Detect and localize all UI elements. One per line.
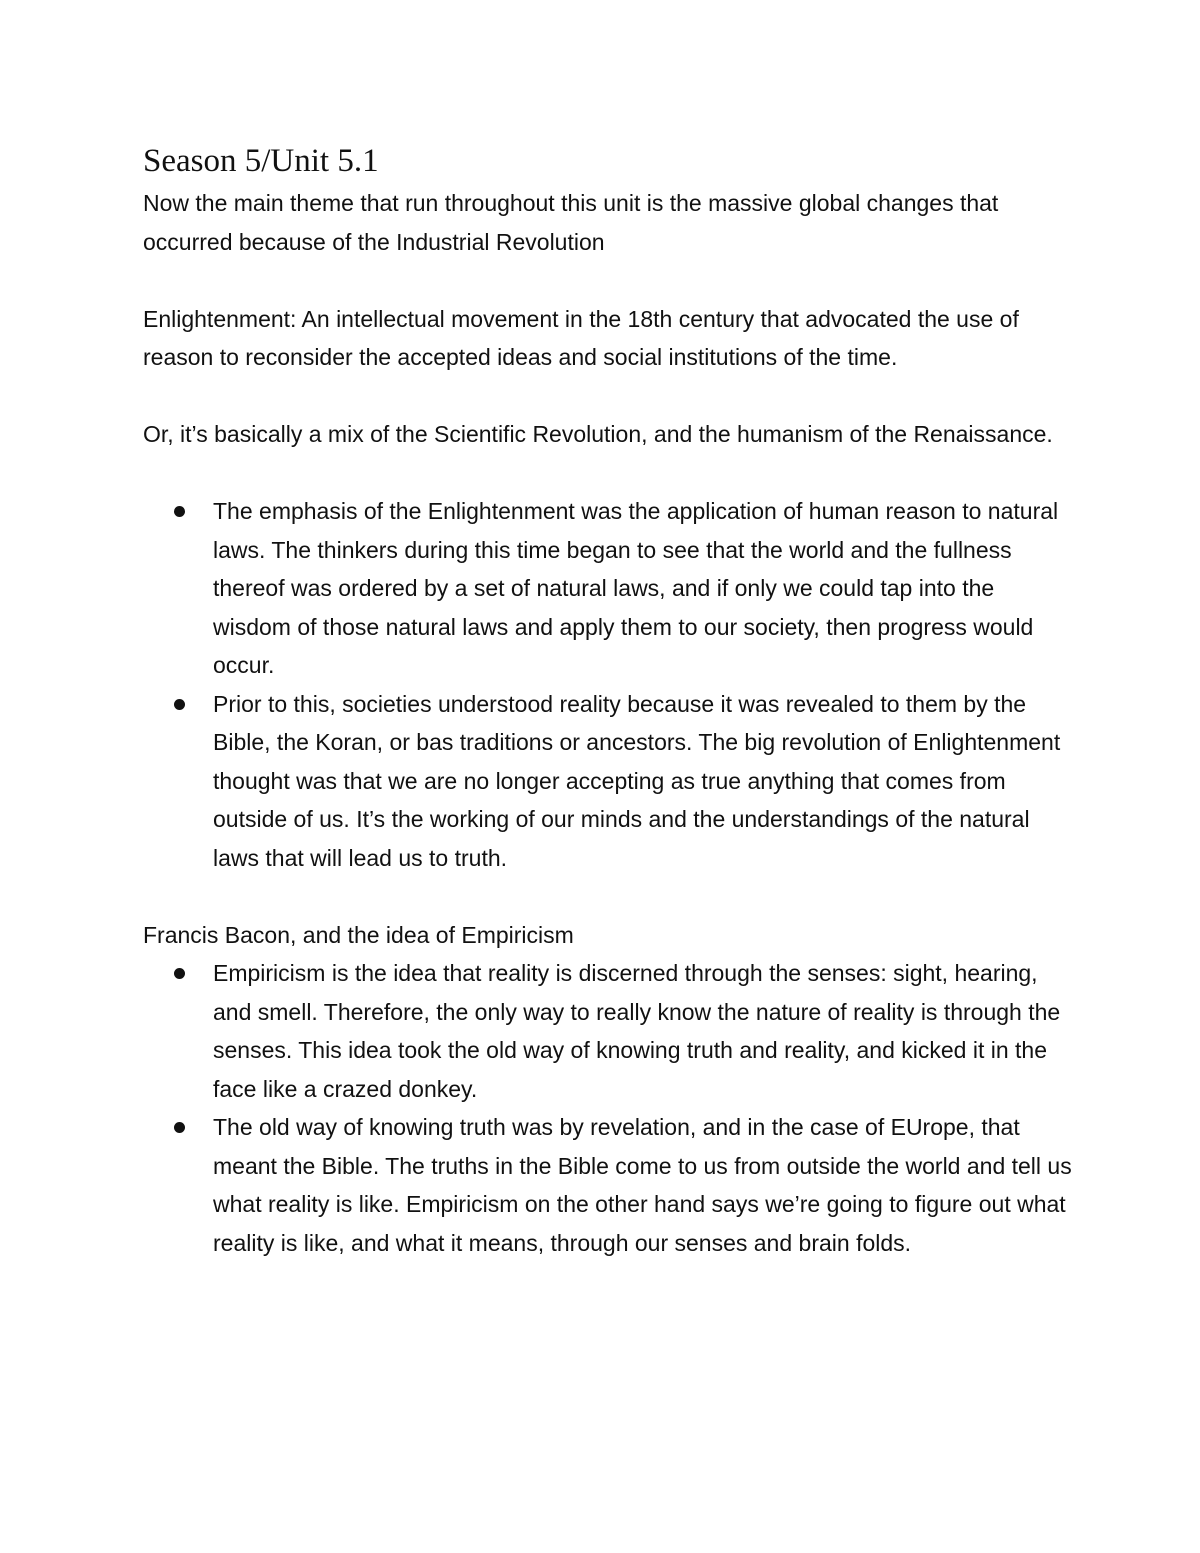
- paragraph-gap: [143, 261, 1073, 300]
- list-item-text: Prior to this, societies understood reality because it was revealed to them by the Bible, the Koran, or bas traditions or ancestors. The big revolution of Enlightenment thought was that we are no longer accepting as true anything that comes from outside of us. It’s the working of our minds and the understandings of the natural laws that will lead us to truth.: [213, 690, 1061, 871]
- bullet-icon: [174, 699, 185, 710]
- bullet-icon: [174, 968, 185, 979]
- enlightenment-summary: Or, it’s basically a mix of the Scientific Revolution, and the humanism of the Renaissance.: [143, 421, 1053, 447]
- paragraph-gap: [143, 877, 1073, 916]
- document-body: [143, 138, 1073, 1262]
- paragraph-gap: [143, 377, 1073, 416]
- list-item-text: Empiricism is the idea that reality is discerned through the senses: sight, hearing, and smell. Therefore, the only way to really know the nature of reality is through the senses. This idea took the old way of knowing truth and reality, and kicked it in the face like a crazed donkey.: [213, 960, 1061, 1102]
- list-item: [213, 492, 1073, 685]
- intro-paragraph: Now the main theme that run throughout this unit is the massive global changes that occurred because of the Industrial Revolution: [143, 190, 999, 255]
- document-title: Season 5/Unit 5.1: [143, 143, 379, 179]
- list-item-text: The emphasis of the Enlightenment was the application of human reason to natural laws. The thinkers during this time began to see that the world and the fullness thereof was ordered by a set of natural laws, and if only we could tap into the wisdom of those natural laws and apply them to our society, then progress would occur.: [213, 498, 1059, 678]
- list-item: [213, 954, 1073, 1108]
- bacon-heading: Francis Bacon, and the idea of Empiricism: [143, 921, 574, 948]
- empiricism-bullet-list: [143, 954, 1073, 1262]
- list-item: [213, 685, 1073, 878]
- bullet-icon: [174, 506, 185, 517]
- paragraph-gap: [143, 454, 1073, 493]
- enlightenment-bullet-list: [143, 492, 1073, 877]
- list-item: [213, 1108, 1073, 1262]
- bullet-icon: [174, 1122, 185, 1133]
- enlightenment-definition: Enlightenment: An intellectual movement in the 18th century that advocated the use of reason to reconsider the accepted ideas and social institutions of the time.: [143, 305, 1019, 370]
- list-item-text: The old way of knowing truth was by revelation, and in the case of EUrope, that meant the Bible. The truths in the Bible come to us from outside the world and tell us what reality is like. Empiricism on the other hand says we’re going to figure out what reality is like, and what it means, through our senses and brain folds.: [213, 1114, 1072, 1256]
